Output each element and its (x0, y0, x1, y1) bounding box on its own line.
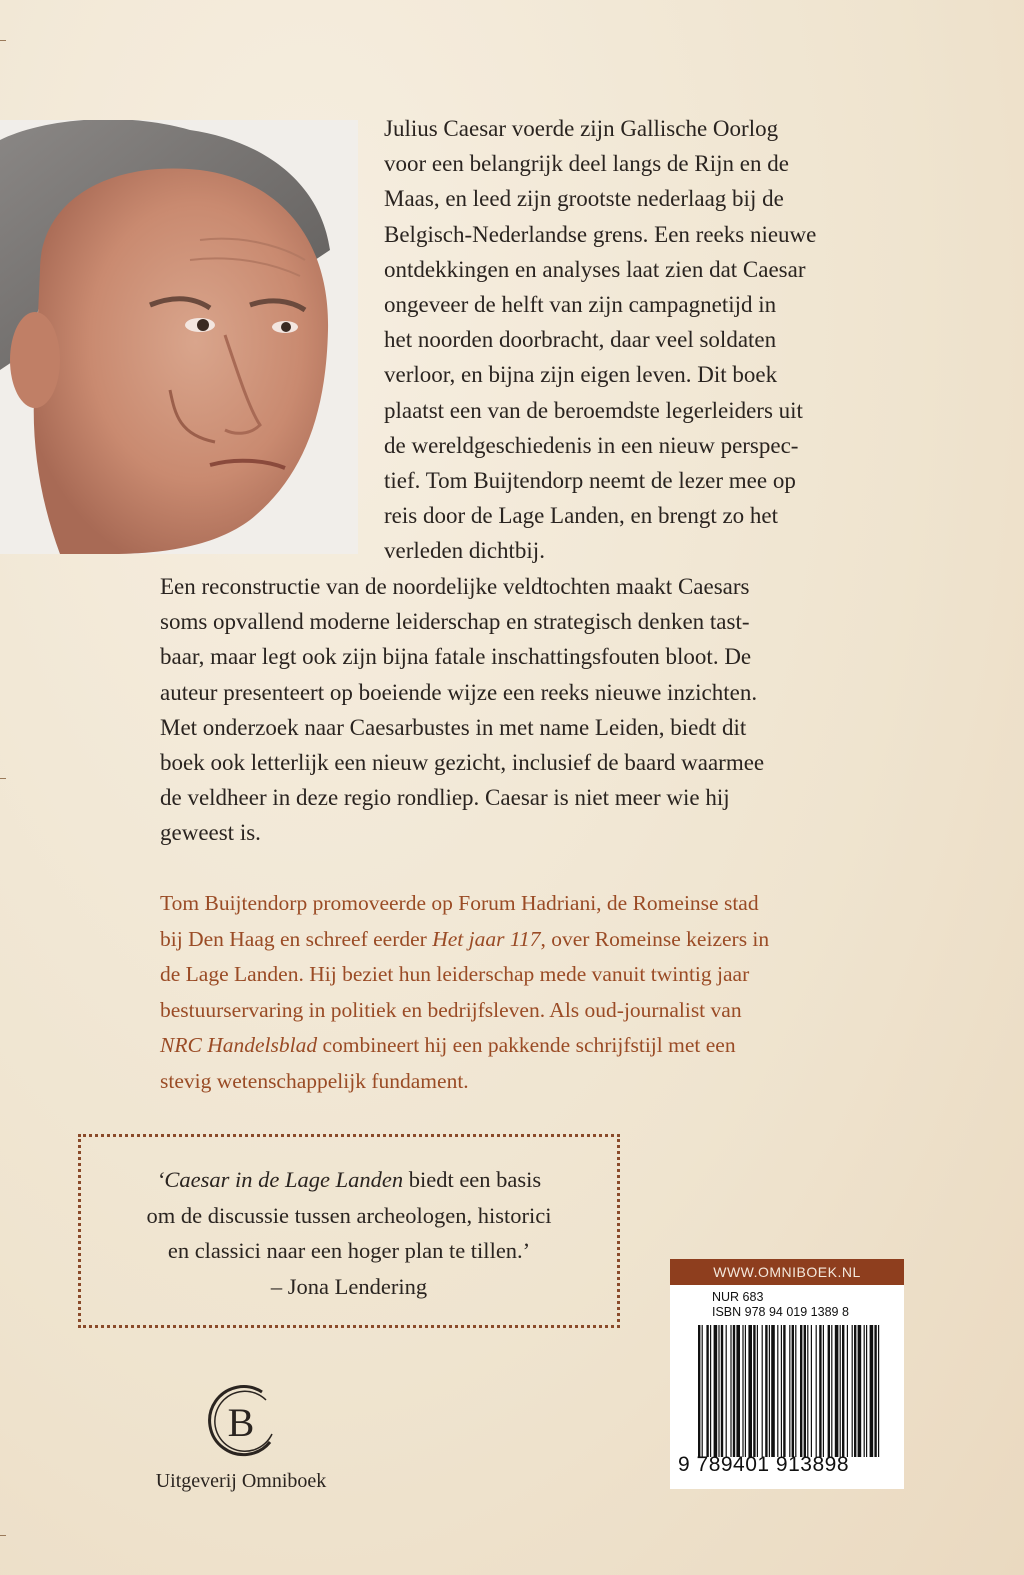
barcode-bar (847, 1325, 848, 1457)
barcode-bar (816, 1325, 817, 1457)
text-line: bestuurservaring in politiek en bedrijfsleven. Als oud-journalist van (160, 997, 742, 1022)
text-line: stevig wetenschappelijk fundament. (160, 1068, 469, 1093)
barcode-bar (811, 1325, 812, 1457)
nur-code: NUR 683 (712, 1290, 764, 1304)
barcode-bar (710, 1325, 711, 1457)
text-line: Een reconstructie van de noordelijke veldtochten maakt Caesars (160, 574, 750, 599)
barcode-bar (870, 1325, 874, 1457)
text-line: het noorden doorbracht, daar veel soldaten (384, 327, 777, 353)
barcode-bar (762, 1325, 763, 1457)
barcode-bar (777, 1325, 778, 1457)
author-bio (160, 886, 880, 1099)
text-line: plaatst een van de beroemdste legerleiders uit (384, 397, 803, 423)
text-line: reis door de Lage Landen, en brengt zo het (384, 503, 779, 529)
intro-paragraph (384, 111, 904, 569)
barcode-bar (698, 1325, 700, 1457)
crop-mark (0, 40, 6, 41)
text-line: ongeveer de helft van zijn campagnetijd in (384, 292, 777, 318)
isbn-number: ISBN 978 94 019 1389 8 (712, 1305, 849, 1319)
barcode-icon (698, 1325, 882, 1457)
text-line: verloor, en bijna zijn eigen leven. Dit boek (384, 362, 778, 388)
text-line: de Lage Landen. Hij beziet hun leiderschap mede vanuit twintig jaar (160, 962, 750, 986)
quote-box (78, 1134, 620, 1328)
text-line: soms opvallend moderne leiderschap en strategisch denken tast- (160, 609, 750, 635)
barcode-bar (874, 1325, 876, 1457)
barcode-bar (854, 1325, 856, 1457)
barcode-bar (864, 1325, 865, 1457)
barcode-bar (866, 1325, 867, 1457)
text-line: de veldheer in deze regio rondliep. Caesar is niet meer wie hij (160, 785, 730, 811)
logo-letter: B (227, 1400, 255, 1445)
text-line: Tom Buijtendorp promoveerde op Forum Hadriani, de Romeinse stad (160, 891, 759, 915)
barcode-bar (736, 1325, 740, 1457)
barcode-bar (828, 1325, 830, 1457)
text-line: auteur presenteert op boeiende wijze een reeks nieuwe inzichten. (160, 679, 758, 705)
barcode-bar (840, 1325, 841, 1457)
barcode-bar (789, 1325, 790, 1457)
text-run: combineert hij een pakkende schrijfstijl met een (317, 1033, 736, 1057)
barcode-bar (757, 1325, 758, 1457)
quote-line: en classici naar een hoger plan te tillen.’ (167, 1238, 531, 1263)
text-line: de wereldgeschiedenis in een nieuw perspec- (384, 432, 799, 458)
barcode-bar (804, 1325, 806, 1457)
text-line: voor een belangrijk deel langs de Rijn en de (384, 151, 789, 177)
text-line: ontdekkingen en analyses laat zien dat Caesar (384, 256, 806, 282)
publisher-logo (200, 1380, 282, 1462)
caesar-portrait-image (0, 120, 358, 554)
barcode-bar (835, 1325, 839, 1457)
barcode-bar (721, 1325, 723, 1457)
barcode-bar (842, 1325, 844, 1457)
text-run: biedt een basis (403, 1167, 542, 1192)
text-line (160, 1028, 880, 1064)
quote-mark: ‘ (156, 1167, 165, 1192)
text-run: , over Romeinse keizers in (540, 926, 770, 951)
review-quote (81, 1162, 617, 1304)
text-line: baar, maar legt ook zijn bijna fatale inschattingsfouten bloot. De (160, 644, 752, 670)
text-line: boek ook letterlijk een nieuw gezicht, inclusief de baard waarmee (160, 750, 765, 776)
publisher-url[interactable]: WWW.OMNIBOEK.NL (670, 1259, 904, 1285)
barcode-bar (771, 1325, 775, 1457)
barcode-bar (823, 1325, 824, 1457)
second-paragraph (160, 569, 880, 851)
barcode-bar (769, 1325, 770, 1457)
newspaper-title: NRC Handelsblad (160, 1033, 318, 1057)
barcode-bar (748, 1325, 752, 1457)
barcode-bar (742, 1325, 743, 1457)
barcode-bar (831, 1325, 832, 1457)
barcode-bar (792, 1325, 794, 1457)
quoted-book-title: Caesar in de Lage Landen (164, 1167, 404, 1192)
barcode-bar (800, 1325, 802, 1457)
quote-line: om de discussie tussen archeologen, historici (146, 1202, 552, 1228)
barcode-bar (783, 1325, 785, 1457)
barcode-bar (819, 1325, 821, 1457)
barcode-digits: 9 789401 913898 (678, 1453, 849, 1476)
text-line: geweest is. (160, 820, 261, 846)
barcode-bar (852, 1325, 853, 1457)
barcode-bar (733, 1325, 735, 1457)
quote-attribution: – Jona Lendering (270, 1273, 428, 1299)
quote-line (81, 1162, 617, 1198)
barcode-bar (718, 1325, 719, 1457)
barcode-bar (878, 1325, 879, 1457)
text-line: Met onderzoek naar Caesarbustes in met name Leiden, biedt dit (160, 714, 747, 740)
barcode-bar (858, 1325, 862, 1457)
barcode-bar (795, 1325, 796, 1457)
text-run: bij Den Haag en schreef eerder (160, 926, 433, 951)
text-line: tief. Tom Buijtendorp neemt de lezer mee op (384, 468, 796, 494)
crop-mark (0, 778, 6, 779)
barcode-bar (714, 1325, 718, 1457)
barcode-bar (745, 1325, 746, 1457)
publisher-name: Uitgeverij Omniboek (155, 1470, 327, 1492)
text-line (160, 922, 880, 958)
crop-mark (0, 1535, 6, 1536)
text-line: Belgisch-Nederlandse grens. Een reeks nieuwe (384, 221, 817, 247)
barcode-bar (765, 1325, 767, 1457)
barcode-bar (781, 1325, 782, 1457)
barcode-bar (753, 1325, 755, 1457)
text-line: Maas, en leed zijn grootste nederlaag bij de (384, 186, 784, 212)
book-title: Het jaar 117 (432, 926, 541, 951)
barcode-bar (702, 1325, 703, 1457)
text-line: Julius Caesar voerde zijn Gallische Oorlog (384, 116, 779, 141)
barcode-panel (670, 1285, 904, 1489)
text-line: verleden dichtbij. (384, 538, 545, 564)
barcode-bar (726, 1325, 727, 1457)
barcode-bar (807, 1325, 808, 1457)
barcode-bar (730, 1325, 731, 1457)
barcode-bar (706, 1325, 708, 1457)
